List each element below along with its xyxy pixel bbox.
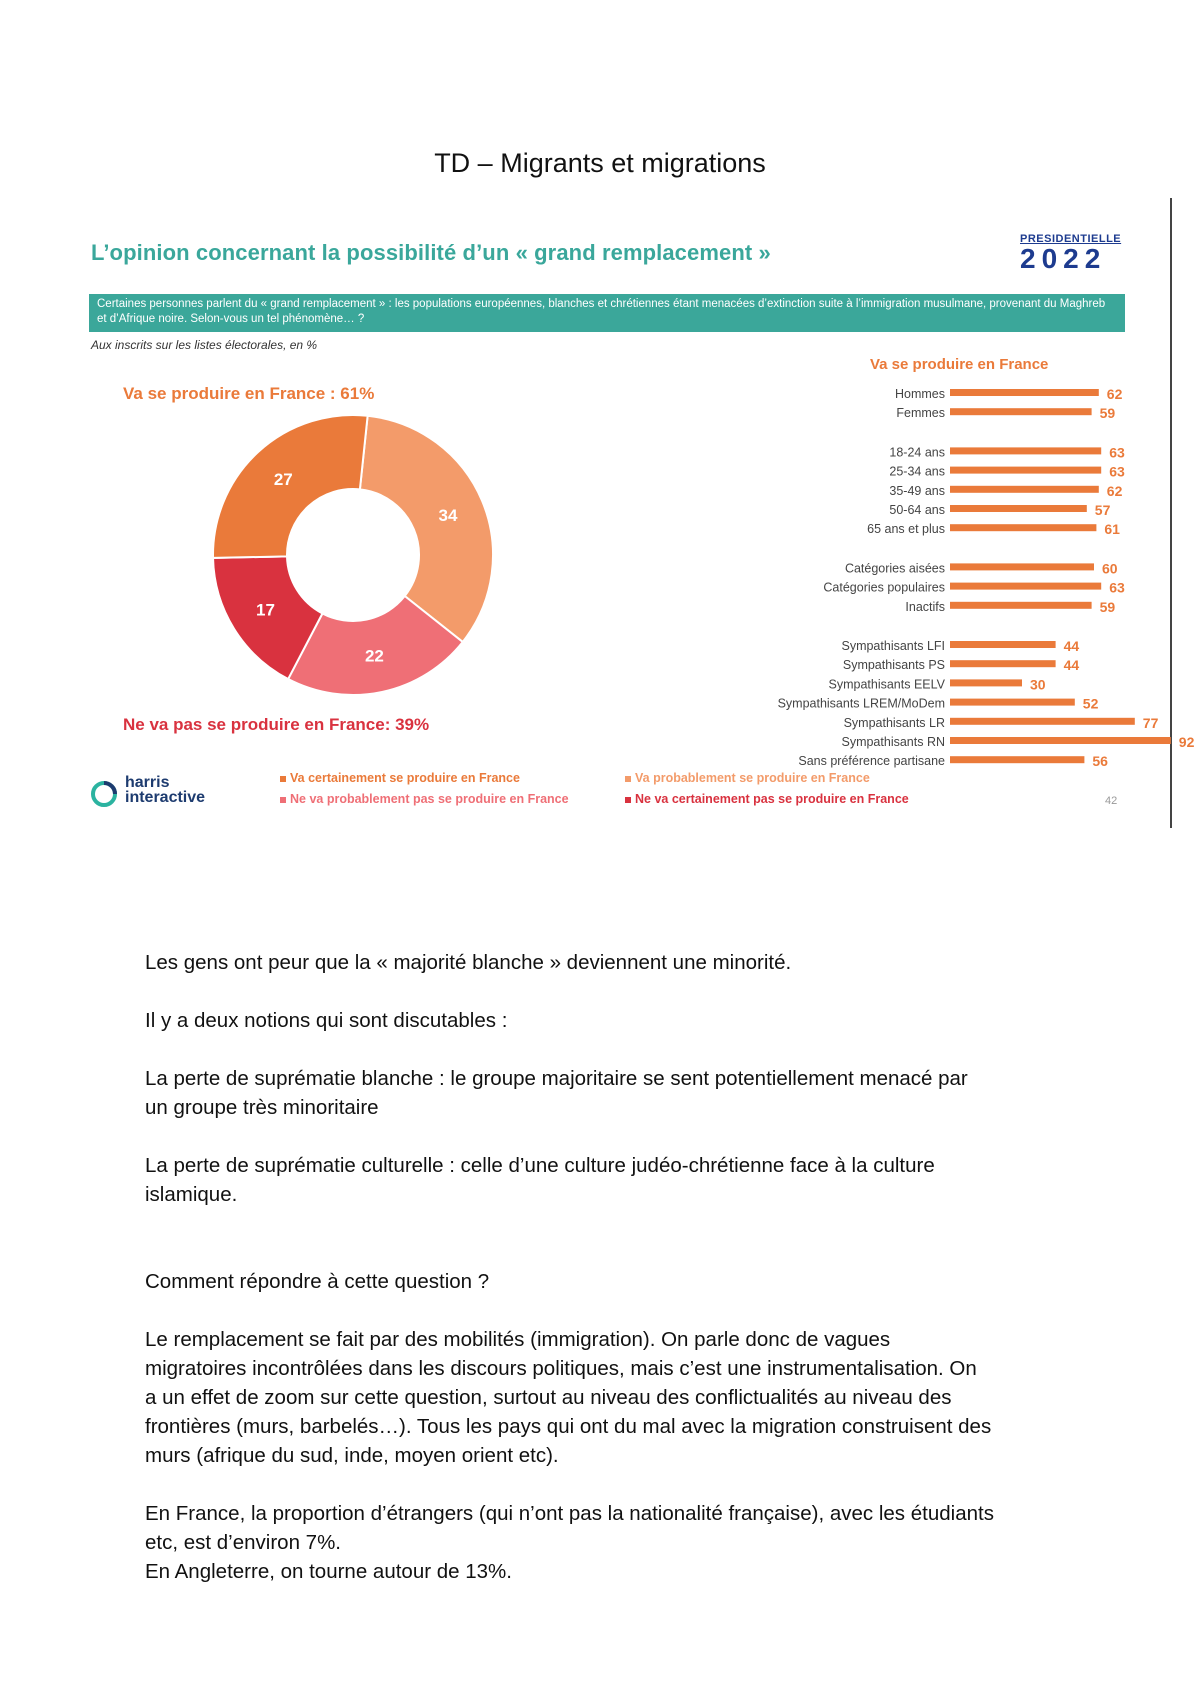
survey-slide bbox=[85, 215, 1195, 825]
document-title: TD – Migrants et migrations bbox=[434, 148, 766, 178]
bar-category-label: 25-34 ans bbox=[889, 464, 945, 479]
donut-slice-label: 34 bbox=[438, 506, 458, 526]
bar-category-label: Sans préférence partisane bbox=[798, 754, 945, 769]
bar bbox=[950, 486, 1099, 493]
bar bbox=[950, 524, 1096, 531]
legend-item-certainly-yes bbox=[280, 771, 520, 785]
bar bbox=[950, 641, 1056, 648]
bar-value-label: 63 bbox=[1109, 463, 1125, 480]
legend-swatch bbox=[280, 797, 286, 803]
bar-value-label: 62 bbox=[1106, 386, 1123, 402]
brand-line-1: harris bbox=[125, 774, 170, 791]
survey-question: Certaines personnes parlent du « grand remplacement » : les populations européennes, blanches et chrétiennes étant menacées d’extinction suite à l’immigration musulmane, provenant du Maghreb et d’Afrique noire. Selon-vous un tel phénomène… ? bbox=[89, 294, 1125, 332]
legend-item-probably-no bbox=[280, 792, 569, 806]
bar-value-label: 62 bbox=[1106, 482, 1123, 499]
bar-category-label: Inactifs bbox=[905, 599, 945, 614]
bar bbox=[950, 602, 1092, 609]
paragraph-cultural-1: La perte de suprématie culturelle : celle d’une culture judéo-chrétienne face à la culture bbox=[145, 1154, 935, 1177]
paragraph-mobility-5: murs (afrique du sud, inde, moyen orient etc). bbox=[145, 1444, 559, 1467]
slide-edge-rule bbox=[1170, 198, 1172, 828]
bar-category-label: Catégories aisées bbox=[844, 561, 945, 576]
paragraph-mobility-3: a un effet de zoom sur cette question, surtout au niveau des conflictualités au niveau des bbox=[145, 1386, 952, 1409]
legend-item-probably-yes bbox=[625, 771, 870, 785]
donut-slice-label: 27 bbox=[273, 470, 293, 490]
donut-slice-label: 22 bbox=[364, 646, 384, 666]
bar bbox=[950, 679, 1022, 686]
paragraph-question: Comment répondre à cette question ? bbox=[145, 1270, 490, 1293]
bar bbox=[950, 583, 1101, 590]
paragraph-mobility-1: Le remplacement se fait par des mobilités (immigration). On parle donc de vagues bbox=[145, 1328, 891, 1351]
bar-category-label: Sympathisants RN bbox=[841, 735, 945, 749]
bar-chart bbox=[605, 365, 1195, 770]
bar-category-label: 18-24 ans bbox=[889, 445, 945, 460]
bar-category-label: 35-49 ans bbox=[889, 483, 945, 498]
paragraph-france-1: En France, la proportion d’étrangers (qui n’ont pas la nationalité française), avec les étudiants bbox=[145, 1502, 994, 1525]
bar-chart-title: Va se produire en France bbox=[870, 356, 1049, 373]
paragraph-two-notions: Il y a deux notions qui sont discutables : bbox=[145, 1009, 508, 1032]
bar-category-label: Hommes bbox=[894, 387, 945, 401]
bar bbox=[950, 505, 1087, 512]
bar bbox=[950, 563, 1094, 570]
bar bbox=[950, 756, 1084, 763]
paragraph-white-supremacy-2: un groupe très minoritaire bbox=[145, 1096, 379, 1119]
bar-value-label: 30 bbox=[1030, 676, 1046, 693]
paragraph-mobility-2: migratoires incontrôlées dans les discours politiques, mais c’est une instrumentalisation. On bbox=[145, 1357, 977, 1380]
logo-label: PRESIDENTIELLE bbox=[1020, 233, 1122, 245]
document-body bbox=[145, 948, 1085, 1586]
bar-value-label: 61 bbox=[1104, 521, 1120, 538]
bar-value-label: 92 bbox=[1178, 734, 1195, 750]
bar-category-label: Sympathisants LFI bbox=[841, 639, 945, 653]
bar bbox=[950, 699, 1075, 706]
legend-label: Va probablement se produire en France bbox=[635, 771, 870, 785]
bar-value-label: 59 bbox=[1099, 598, 1116, 615]
bar-value-label: 60 bbox=[1102, 560, 1118, 577]
bar-category-label: Catégories populaires bbox=[823, 580, 945, 595]
bar-category-label: 65 ans et plus bbox=[867, 522, 945, 537]
paragraph-white-supremacy-1: La perte de suprématie blanche : le groupe majoritaire se sent potentiellement menacé par bbox=[145, 1067, 968, 1090]
paragraph-cultural-2: islamique. bbox=[145, 1183, 238, 1206]
bar-value-label: 52 bbox=[1082, 695, 1099, 712]
logo-year: 2022 bbox=[1020, 243, 1107, 274]
bar-value-label: 56 bbox=[1092, 753, 1108, 770]
legend-label: Ne va probablement pas se produire en France bbox=[290, 792, 569, 806]
bar-value-label: 77 bbox=[1142, 714, 1159, 731]
bar-category-label: Sympathisants LREM/MoDem bbox=[777, 696, 945, 711]
donut-slice-label: 17 bbox=[256, 600, 275, 620]
legend-swatch bbox=[280, 776, 286, 782]
bar-value-label: 59 bbox=[1099, 405, 1116, 422]
brand-line-2: interactive bbox=[125, 789, 206, 806]
harris-interactive-logo bbox=[89, 775, 219, 815]
bar bbox=[950, 718, 1135, 725]
donut-bottom-label: Ne va pas se produire en France: 39% bbox=[123, 715, 430, 734]
bar-category-label: Sympathisants LR bbox=[843, 715, 945, 730]
bar-value-label: 63 bbox=[1109, 444, 1125, 461]
donut-slice bbox=[360, 416, 493, 642]
bar bbox=[950, 408, 1092, 415]
legend-swatch bbox=[625, 797, 631, 803]
bar-value-label: 63 bbox=[1109, 579, 1125, 596]
donut-top-label: Va se produire en France : 61% bbox=[123, 384, 375, 403]
bar-category-label: 50-64 ans bbox=[889, 503, 945, 517]
bar-category-label: Sympathisants EELV bbox=[828, 677, 945, 692]
survey-scope-note: Aux inscrits sur les listes électorales, en % bbox=[91, 338, 318, 352]
bar-category-label: Femmes bbox=[896, 406, 945, 421]
presidentielle-logo bbox=[1020, 233, 1130, 273]
bar-category-label: Sympathisants PS bbox=[842, 658, 945, 673]
bar-value-label: 44 bbox=[1063, 638, 1080, 654]
bar-value-label: 57 bbox=[1094, 502, 1111, 518]
donut-chart bbox=[203, 405, 503, 705]
bar bbox=[950, 660, 1056, 667]
bar-value-label: 44 bbox=[1063, 657, 1080, 674]
slide-page-number: 42 bbox=[1105, 795, 1118, 807]
legend-item-certainly-no bbox=[625, 792, 909, 806]
legend-label: Va certainement se produire en France bbox=[290, 771, 520, 785]
bar bbox=[950, 447, 1101, 454]
paragraph-fear: Les gens ont peur que la « majorité blanche » deviennent une minorité. bbox=[145, 951, 792, 974]
legend-label: Ne va certainement pas se produire en France bbox=[635, 792, 909, 806]
bar bbox=[950, 467, 1101, 474]
paragraph-england: En Angleterre, on tourne autour de 13%. bbox=[145, 1560, 512, 1583]
legend-swatch bbox=[625, 776, 631, 782]
harris-ring-icon bbox=[89, 779, 119, 809]
paragraph-mobility-4: frontières (murs, barbelés…). Tous les pays qui ont du mal avec la migration construisent des bbox=[145, 1415, 992, 1438]
paragraph-france-2: etc, est d’environ 7%. bbox=[145, 1531, 341, 1554]
bar bbox=[950, 389, 1099, 396]
bar bbox=[950, 737, 1171, 744]
slide-heading: L’opinion concernant la possibilité d’un « grand remplacement » bbox=[91, 240, 771, 265]
